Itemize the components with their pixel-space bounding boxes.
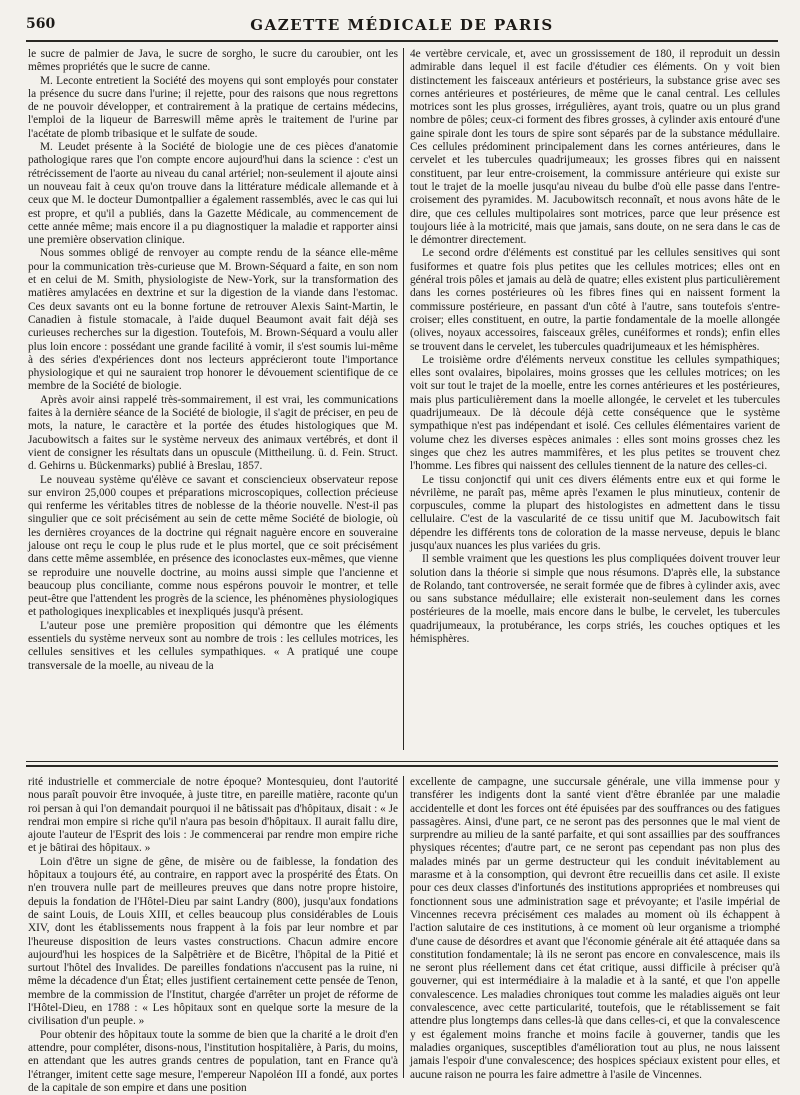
page-header [26,14,778,42]
paragraph: le sucre de palmier de Java, le sucre de sorgho, le sucre du caroubier, ont les mêmes propriétés que le sucre de canne. [28,48,398,74]
paragraph: Loin d'être un signe de gêne, de misère ou de faiblesse, la fondation des hôpitaux a toujours été, au contraire, en rapport avec la prospérité des États. On n'en trouvera nulle part de meilleures preuves que dans notre propre histoire, depuis la fondation de l'Hôtel-Dieu par saint Landry (800), jusqu'aux fondations de saint Louis, de Louis XIII, et celles beaucoup plus considérables de Louis XIV, dont les établissements nous frappent à la fois par leur nombre et par l'heureuse disposition de leurs vastes constructions. Chacun admire encore aujourd'hui les hospices de la Salpêtrière et de Bicêtre, l'hôpital de la Pitié et surtout l'hôtel des Invalides. De pareilles fondations n'accusent pas la ruine, ni même la décadence d'un État; elles justifient certainement cette pensée de Tenon, membre de la commission de l'Institut, chargée d'arrêter un projet de réforme de l'Hôtel-Dieu, en 1788 : « Les hôpitaux sont en quelque sorte la mesure de la civilisation d'un peuple. » [28,855,398,1028]
section-divider [26,761,778,762]
paragraph: M. Leconte entretient la Société des moyens qui sont employés pour constater la présence du sucre dans l'urine; il rejette, pour des raisons que nous regrettons de ne pouvoir développer, et contrairement à la pratique de certains médecins, l'emploi de la liqueur de Barreswill même après le traitement de l'urine par l'acétate de plomb tribasique et le sulfate de soude. [28,74,398,140]
paragraph: M. Leudet présente à la Société de biologie une de ces pièces d'anatomie pathologique rares que l'on compte encore aujourd'hui dans la science : c'est un rétrécissement de l'aorte au niveau du canal artériel; non-seulement il ajoute ainsi un nouveau fait à ceux qu'on trouve dans la littérature médicale allemande et à ceux que M. le docteur Dumontpallier a également rassemblés, avec le cas qui lui est propre, et qu'il a publiés, dans la Gazette Médicale, au commencement de cette année même; mais encore il a pu diagnostiquer la maladie et rapporter ainsi une première observation clinique. [28,141,398,247]
paragraph: Pour obtenir des hôpitaux toute la somme de bien que la charité a le droit d'en attendre, pour compléter, disons-nous, l'institution hospitalière, à Paris, du moins, en attendant que les autres grands centres de population, tant en France qu'à l'étranger, imitent cette sage mesure, l'empereur Napoléon III a fondé, aux portes de la capitale de son empire et dans une position [28,1028,398,1094]
paragraph: Le second ordre d'éléments est constitué par les cellules sensitives qui sont fusiformes et quatre fois plus petites que les cellules motrices; elles ont en général trois pôles et jamais au delà de quatre; elles existent plus particulièrement dans les cornes postérieures où les fibres fines qui en naissent forment la commissure postérieure, en passant d'un côté à l'autre, sans toutefois s'entre-croiser; elles constituent, en outre, la partie fondamentale de la moelle allongée (olives, noyaux accessoires, faisceaux grêles, cunéiformes et ronds); enfin elles se trouvent dans le cervelet, les tubercules quadrijumeaux et les hémisphères. [410,247,780,353]
article-column-left [28,48,398,750]
paragraph: Après avoir ainsi rappelé très-sommairement, il est vrai, les communications faites à la dernière séance de la Société de biologie, il s'agit de préciser, en peu de mots, la nature, le caractère et la portée des études histologiques que M. Jacubowitsch a faites sur le système nerveux des animaux vertébrés, et dont il vient de consigner les résultats dans un opuscule (Mittheilung. ü. d. Fein. Struct. d. Gehirns u. Bückenmarks) publié à Breslau, 1857. [28,393,398,473]
journal-title: GAZETTE MÉDICALE DE PARIS [250,16,554,34]
page-number: 560 [26,16,56,32]
column-divider [403,776,404,1078]
feuilleton-column-right [410,776,780,1081]
feuilleton-column-left [28,776,398,1094]
paragraph: excellente de campagne, une succursale générale, une villa immense pour y transférer les indigents dont la santé vient d'être ébranlée par une maladie accidentelle et dont les forces ont été épuisées par des souffrances ou des fatigues passagères. Ainsi, d'une part, ce ne seront pas des personnes que le mal vient de surprendre au milieu de la santé parfaite, et qui sont assaillies par des souffrances physiques récentes; d'autre part, ce ne seront pas cependant pas non plus des malades minés par un germe destructeur qui les conduit inévitablement au marasme et à la consomption, qui devront être recueillis dans cet asile. Il existe pour ces deux classes d'infortunés des institutions appropriées et nombreuses qui fonctionnent sous une administration sage et prévoyante; et l'asile impérial de Vincennes recevra précisément ces malades au moment où ils échappent à l'action salutaire de ces institutions, à ce moment où leur organisme a triomphé d'une cause de désordres et avant que l'économie générale ait été attaquée dans sa constitution fondamentale; là ils ne seront pas encore en convalescence, mais ils ne seront plus réellement dans cet état critique, aussi difficile à préciser qu'à gouverner, qui est intermédiaire à la maladie et à la santé, et que l'on appelle convalescence. Les maladies chroniques tout comme les maladies aiguës ont leur convalescence, avec cette particularité, toutefois, que le rétablissement se fait attendre plus longtemps dans celles-là que dans celles-ci, et que la convalescence y est également moins franche et moins facile à gouverner, tandis que les maladies organiques, susceptibles d'amélioration tout au plus, ne nous laissent jamais l'espoir d'une convalescence; des hospices spéciaux existent pour elles, et aucune raison ne pourra les faire admettre à l'asile de Vincennes. [410,776,780,1081]
paragraph: rité industrielle et commerciale de notre époque? Montesquieu, dont l'autorité nous paraît pouvoir être invoquée, à juste titre, en pareille matière, raconte qu'un roi persan à qui l'on demandait pourquoi il ne bâtissait pas d'hôpitaux, disait : « Je rendrai mon empire si riche qu'il n'aura pas besoin d'hôpitaux. Il aurait fallu dire, ajoute l'auteur de l'Esprit des lois : Je commencerai par rendre mon empire riche et je bâtirai des hôpitaux. » [28,776,398,855]
paragraph: Il semble vraiment que les questions les plus compliquées doivent trouver leur solution dans la théorie si simple que nous résumons. D'après elle, la substance de Rolando, tant controversée, ne serait formée que de fibres à cylinder axis, avec ou sans substance médullaire; elle existerait non-seulement dans les cornes postérieures de la moelle, mais encore dans le bulbe, le cervelet, les tubercules quadrijumeaux, la protubérance, les corps striés, les couches optiques et les hémisphères. [410,553,780,646]
section-divider [26,765,778,767]
paragraph: Le nouveau système qu'élève ce savant et consciencieux observateur repose sur environ 25,000 coupes et préparations microscopiques, collection précieuse qui renferme les véritables titres de noblesse de la théorie nouvelle. N'est-il pas singulier que ce soit précisément au sein de cette même Société de biologie, où les dernières croyances de la doctrine qui régnait naguère encore en souveraine jalouse ont reçu le coup le plus rude et le plus mortel, que ce soit précisément dans cette même assemblée, en présence des iconoclastes eux-mêmes, que vienne se reproduire une nouvelle doctrine, au moins aussi simple que l'ancienne et beaucoup plus conciliante, comme nous espérons pouvoir le montrer, et telle peut-être que l'attendent les progrès de la science, les phénomènes physiologiques et pathologiques inexplicables et inexpliqués jusqu'à présent. [28,473,399,619]
paragraph: Nous sommes obligé de renvoyer au compte rendu de la séance elle-même pour la communication très-curieuse que M. Brown-Séquard a faite, en son nom et en celui de M. Smith, physiologiste de New-York, sur la transformation des matières amylacées en dextrine et sur la digestion de la viande dans l'estomac. Ces deux savants ont eu la bonne fortune de retrouver Alexis Saint-Martin, le Canadien à fistule stomacale, à l'aide duquel Beaumont avait fait déjà ses curieuses recherches sur la digestion. Toutefois, M. Brown-Séquard a voulu aller plus loin encore : possédant une grande facilité à vomir, il s'est soumis lui-même à des séries d'expériences dont nos lecteurs apprécieront toute l'importance physiologique et qui ne sauraient trop honorer le dévouement scientifique de ce membre de la Société de biologie. [28,247,398,393]
paragraph: Le troisième ordre d'éléments nerveux constitue les cellules sympathiques; elles sont ovalaires, bipolaires, moins grosses que les cellules motrices; on les voit sur tout le trajet de la moelle, entre les cornes antérieures et les postérieures, mais plus particulièrement dans la moelle allongée, le cervelet et les tubercules quadrijumeaux. De là découle déjà cette conséquence que le système sympathique n'est pas indépendant et isolé. Ces cellules élémentaires varient de volume chez les diverses espèces animales : elles sont moins grosses chez les singes que chez les autres mammifères, et les plus petites se trouvent chez l'homme. Les fibres qui naissent des cellules tiennent de la nature des celles-ci. [410,353,780,473]
article-column-right [410,48,780,750]
column-divider [403,48,404,750]
paragraph: L'auteur pose une première proposition qui démontre que les éléments essentiels du système nerveux sont au nombre de trois : les cellules motrices, les cellules sensitives et les cellules sympathiques. « A pratiqué une coupe transversale de la moelle, au niveau de la [28,619,398,672]
paragraph: Le tissu conjonctif qui unit ces divers éléments entre eux et qui forme le névrilème, ne paraît pas, même après l'examen le plus minutieux, contenir de corpuscules, comme la plupart des histologistes en admettent dans le tissu cellulaire. C'est de la vascularité de ce tissu unitif que M. Jacubowitsch fait dépendre les différents tons de coloration de la masse nerveuse, depuis le blanc jusqu'aux nuances les plus variées du gris. [410,473,780,552]
paragraph: 4e vertèbre cervicale, et, avec un grossissement de 180, il reproduit un dessin admirable dans lequel il est facile d'étudier ces éléments. On y voit bien distinctement les faisceaux antérieurs et postérieurs, la substance grise avec ses cornes antérieures et postérieures, de même que le canal central. Les cellules motrices sont les plus grosses, irrégulières, ayant trois, quatre ou un plus grand nombre de pôles; ceux-ci forment des fibres grosses, à cylinder axis entouré d'une gaine spirale dont les tours de spire sont séparés par de la substance médullaire. Ces cellules prédominent principalement dans les cornes antérieures, dans le cervelet et les tubercules quadrijumeaux; les grosses fibres qui en naissent constituent, par leur entre-croisement, la commissure antérieure qui existe sur tout le trajet de la moelle jusqu'au niveau du bulbe d'où elle passe dans l'entre-croisement des pyramides. M. Jacubowitsch reconnaît, et nous avons hâte de le dire, que ces cellules multipolaires sont motrices, parce que leur présence est toujours liée à la motricité, mais que jamais, sans doute, on ne sera dans le cas de le démontrer directement. [410,48,781,247]
